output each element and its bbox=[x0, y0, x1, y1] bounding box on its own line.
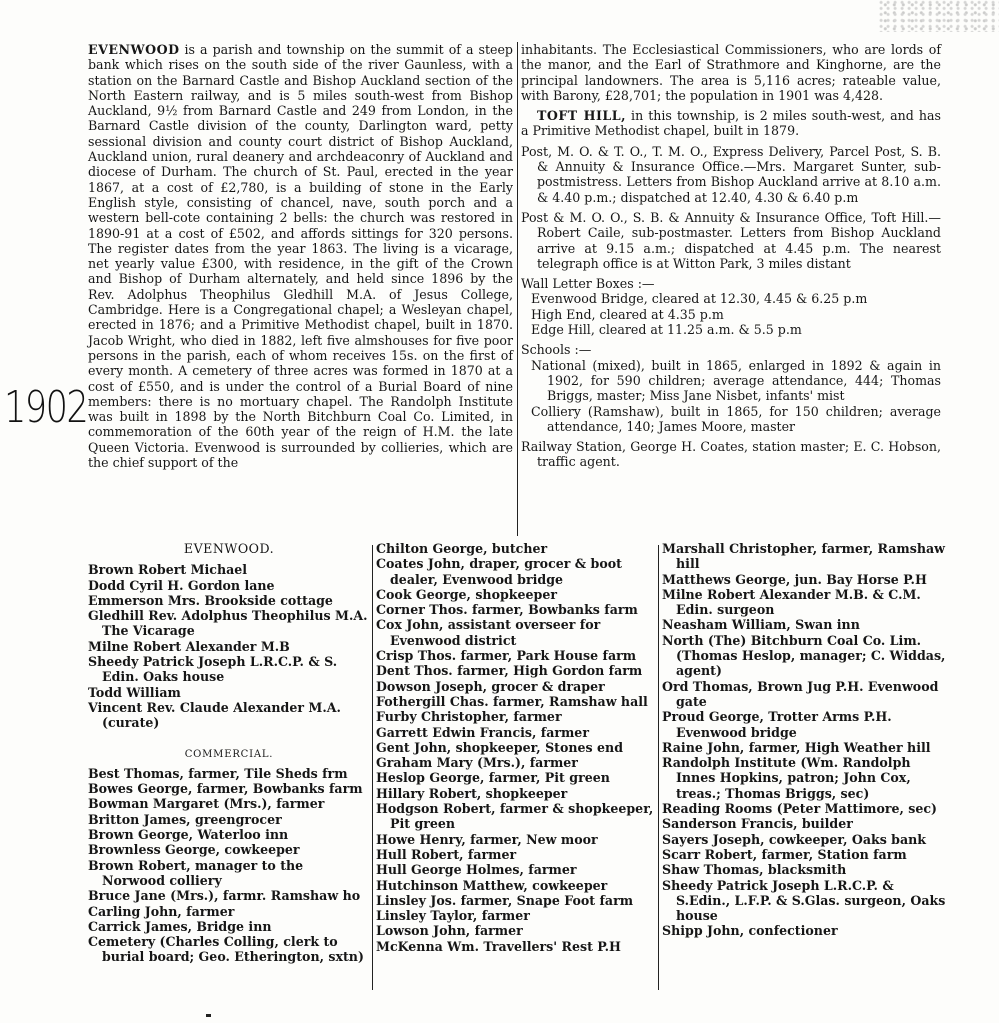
commercial-entry: Linsley Taylor, farmer bbox=[376, 908, 530, 924]
commercial-heading: COMMERCIAL. bbox=[184, 748, 274, 760]
commercial-entry: Hodgson Robert, farmer & shopkeeper, Pit green bbox=[376, 801, 654, 832]
commercial-entry: Hull George Holmes, farmer bbox=[376, 862, 577, 878]
school-item: National (mixed), built in 1865, enlarged in 1892 & again in 1902, for 590 children; average attendance, 444; Thomas Briggs, master; Miss Jane Nisbet, infants' mist bbox=[531, 357, 941, 404]
commercial-entry: Dowson Joseph, grocer & draper bbox=[376, 678, 605, 694]
post-office-entry: Post, M. O. & T. O., T. M. O., Express Delivery, Parcel Post, S. B. & Annuity & Insurance Office.—Mrs. Margaret Sunter, sub-postmistress. Letters from Bishop Auckland arrive at 8.10 a.m. & 4.40 p.m.; dispatched at 12.40, 4.30 & 6.40 p.m bbox=[521, 143, 941, 205]
commercial-entry: Heslop George, farmer, Pit green bbox=[376, 770, 610, 786]
commercial-entry: Proud George, Trotter Arms P.H. Evenwood bridge bbox=[662, 709, 892, 740]
directory-column-1 bbox=[88, 541, 370, 965]
private-resident-entry: Todd William bbox=[88, 684, 181, 700]
toft-hill-heading: TOFT HILL, bbox=[537, 108, 626, 124]
commercial-entry: Bowes George, farmer, Bowbanks farm bbox=[88, 781, 363, 797]
commercial-entry: Randolph Institute (Wm. Randolph Innes Hopkins, patron; John Cox, treas.; Thomas Briggs, sec) bbox=[662, 755, 911, 801]
continuation-paragraph: inhabitants. The Ecclesiastical Commissioners, who are lords of the manor, and the Earl of Strathmore and Kinghorne, are the principal landowners. The area is 5,116 acres; rateable value, with Barony, £28,701; the population in 1901 was 4,428. bbox=[521, 42, 941, 103]
private-resident-entry: Milne Robert Alexander M.B bbox=[88, 638, 290, 654]
commercial-entry: Bruce Jane (Mrs.), farmr. Ramshaw ho bbox=[88, 888, 361, 904]
commercial-entry: Chilton George, butcher bbox=[376, 541, 548, 556]
commercial-entry: Raine John, farmer, High Weather hill bbox=[662, 739, 931, 755]
intro-column bbox=[88, 42, 513, 470]
commercial-entry: Shaw Thomas, blacksmith bbox=[662, 862, 847, 878]
directory-column-3 bbox=[662, 541, 950, 939]
commercial-entry: Cemetery (Charles Colling, clerk to burial board; Geo. Etherington, sxtn) bbox=[88, 934, 364, 965]
schools-heading: Schools :— bbox=[521, 342, 592, 358]
commercial-entry: Brown George, Waterloo inn bbox=[88, 827, 289, 843]
commercial-entry: Corner Thos. farmer, Bowbanks farm bbox=[376, 602, 638, 618]
commercial-entry: Brownless George, cowkeeper bbox=[88, 842, 300, 858]
commercial-entry: Dent Thos. farmer, High Gordon farm bbox=[376, 663, 643, 679]
intro-paragraph bbox=[88, 42, 513, 470]
commercial-entry: Cook George, shopkeeper bbox=[376, 586, 557, 602]
commercial-entry: Hillary Robert, shopkeeper bbox=[376, 785, 568, 801]
commercial-entry: Neasham William, Swan inn bbox=[662, 617, 860, 633]
private-resident-entry: Gledhill Rev. Adolphus Theophilus M.A. The Vicarage bbox=[88, 608, 368, 639]
wall-box-item: Edge Hill, cleared at 11.25 a.m. & 5.5 p.m bbox=[531, 322, 802, 338]
commercial-entry: Graham Mary (Mrs.), farmer bbox=[376, 755, 578, 771]
commercial-entry: Shipp John, confectioner bbox=[662, 923, 838, 939]
directory-column-2 bbox=[376, 541, 657, 954]
commercial-entry: Matthews George, jun. Bay Horse P.H bbox=[662, 571, 927, 587]
right-text-column bbox=[521, 42, 941, 470]
commercial-entry: Gent John, shopkeeper, Stones end bbox=[376, 739, 624, 755]
private-resident-entry: Vincent Rev. Claude Alexander M.A. (curate) bbox=[88, 699, 341, 731]
intro-text: is a parish and township on the summit of a steep bank which rises on the south side of the river Gaunless, with a station on the Barnard Castle and Bishop Auckland section of the North Eastern railway, and is 5 miles south-west from Bishop Auckland, 9½ from Barnard Castle and 249 from London, in the Barnard Castle division of the county, Darlington ward, petty sessional division and county court district of Bishop Auckland, Auckland union, rural deanery and archdeaconry of Auckland and diocese of Durham. The church of St. Paul, erected in the year 1867, at a cost of £2,780, is a building of stone in the Early English style, consisting of chancel, nave, south porch and a western bell-cote containing 2 bells: the church was restored in 1890-91 at a cost of £502, and affords sittings for 320 persons. The register dates from the year 1863. The living is a vicarage, net yearly value £300, with residence, in the gift of the Crown and Bishop of Durham alternately, and held since 1896 by the Rev. Adolphus Theophilus Gledhill M.A. of Jesus College, Cambridge. Here is a Congregational chapel; a Wesleyan chapel, erected in 1876; and a Primitive Methodist chapel, built in 1870. Jacob Wright, who died in 1882, left five almshouses for five poor persons in the parish, each of whom receives 15s. on the first of every month. A cemetery of three acres was formed in 1870 at a cost of £550, and is under the control of a Burial Board of nine members: there is no mortuary chapel. The Randolph Institute was built in 1898 by the North Bitchburn Coal Co. Limited, in commemoration of the 60th year of the reign of H.M. the late Queen Victoria. Evenwood is surrounded by collieries, which are the chief support of the bbox=[88, 42, 513, 471]
place-name-heading: EVENWOOD bbox=[88, 42, 180, 57]
commercial-entry: Garrett Edwin Francis, farmer bbox=[376, 724, 589, 740]
commercial-entry: Scarr Robert, farmer, Station farm bbox=[662, 846, 907, 862]
commercial-entry: Lowson John, farmer bbox=[376, 923, 523, 939]
commercial-entry: Reading Rooms (Peter Mattimore, sec) bbox=[662, 801, 937, 817]
school-item: Colliery (Ramshaw), built in 1865, for 150 children; average attendance, 140; James Moore, master bbox=[531, 403, 941, 434]
private-resident-entry: Emmerson Mrs. Brookside cottage bbox=[88, 592, 333, 608]
commercial-entry: Hull Robert, farmer bbox=[376, 846, 517, 862]
commercial-entry: Bowman Margaret (Mrs.), farmer bbox=[88, 796, 325, 812]
wall-box-item: Evenwood Bridge, cleared at 12.30, 4.45 & 6.25 p.m bbox=[531, 291, 868, 307]
commercial-entry: North (The) Bitchburn Coal Co. Lim. (Thomas Heslop, manager; C. Widdas, agent) bbox=[662, 632, 946, 679]
handwritten-year-note: 1902 bbox=[4, 382, 88, 433]
commercial-entry: Linsley Jos. farmer, Snape Foot farm bbox=[376, 892, 634, 908]
commercial-entry: Carling John, farmer bbox=[88, 903, 235, 919]
commercial-entry: Hutchinson Matthew, cowkeeper bbox=[376, 877, 608, 893]
commercial-entry: Coates John, draper, grocer & boot dealer, Evenwood bridge bbox=[376, 556, 622, 587]
commercial-entry: Howe Henry, farmer, New moor bbox=[376, 831, 598, 847]
toft-hill-paragraph bbox=[521, 108, 941, 139]
private-resident-entry: Dodd Cyril H. Gordon lane bbox=[88, 577, 275, 593]
railway-station-entry: Railway Station, George H. Coates, station master; E. C. Hobson, traffic agent. bbox=[521, 439, 941, 470]
wall-box-item: High End, cleared at 4.35 p.m bbox=[531, 306, 724, 322]
commercial-entry: Best Thomas, farmer, Tile Sheds frm bbox=[88, 765, 348, 781]
commercial-entry: Britton James, greengrocer bbox=[88, 811, 282, 827]
print-mark bbox=[206, 1014, 211, 1017]
column-divider bbox=[658, 545, 659, 990]
column-divider bbox=[372, 545, 373, 990]
commercial-entry: McKenna Wm. Travellers' Rest P.H bbox=[376, 938, 621, 954]
column-divider bbox=[517, 42, 518, 536]
toft-hill-text: in this township, is 2 miles south-west, and has a Primitive Methodist chapel, built in 1879. bbox=[521, 108, 941, 139]
commercial-entry: Sheedy Patrick Joseph L.R.C.P. & S.Edin., L.F.P. & S.Glas. surgeon, Oaks house bbox=[662, 877, 946, 924]
commercial-entry: Cox John, assistant overseer for Evenwood district bbox=[376, 617, 601, 648]
scan-artifact bbox=[879, 0, 999, 32]
post-office-entry: Post & M. O. O., S. B. & Annuity & Insurance Office, Toft Hill.—Robert Caile, sub-postmaster. Letters from Bishop Auckland arrive at 9.15 a.m.; dispatched at 4.45 p.m. The nearest telegraph office is at Witton Park, 3 miles distant bbox=[521, 209, 941, 271]
commercial-entry: Ord Thomas, Brown Jug P.H. Evenwood gate bbox=[662, 678, 939, 709]
commercial-entry: Milne Robert Alexander M.B. & C.M. Edin. surgeon bbox=[662, 586, 921, 618]
commercial-entry: Fothergill Chas. farmer, Ramshaw hall bbox=[376, 693, 648, 709]
commercial-entry: Marshall Christopher, farmer, Ramshaw hill bbox=[662, 541, 945, 572]
private-resident-entry: Brown Robert Michael bbox=[88, 562, 248, 578]
private-residents-heading: EVENWOOD. bbox=[183, 541, 275, 556]
wall-boxes-heading: Wall Letter Boxes :— bbox=[521, 276, 655, 292]
commercial-entry: Crisp Thos. farmer, Park House farm bbox=[376, 648, 637, 664]
private-resident-entry: Sheedy Patrick Joseph L.R.C.P. & S. Edin. Oaks house bbox=[88, 654, 338, 685]
commercial-entry: Sanderson Francis, builder bbox=[662, 816, 853, 832]
commercial-entry: Sayers Joseph, cowkeeper, Oaks bank bbox=[662, 831, 927, 847]
commercial-entry: Brown Robert, manager to the Norwood colliery bbox=[88, 857, 304, 888]
commercial-entry: Carrick James, Bridge inn bbox=[88, 918, 272, 934]
commercial-entry: Furby Christopher, farmer bbox=[376, 709, 562, 725]
